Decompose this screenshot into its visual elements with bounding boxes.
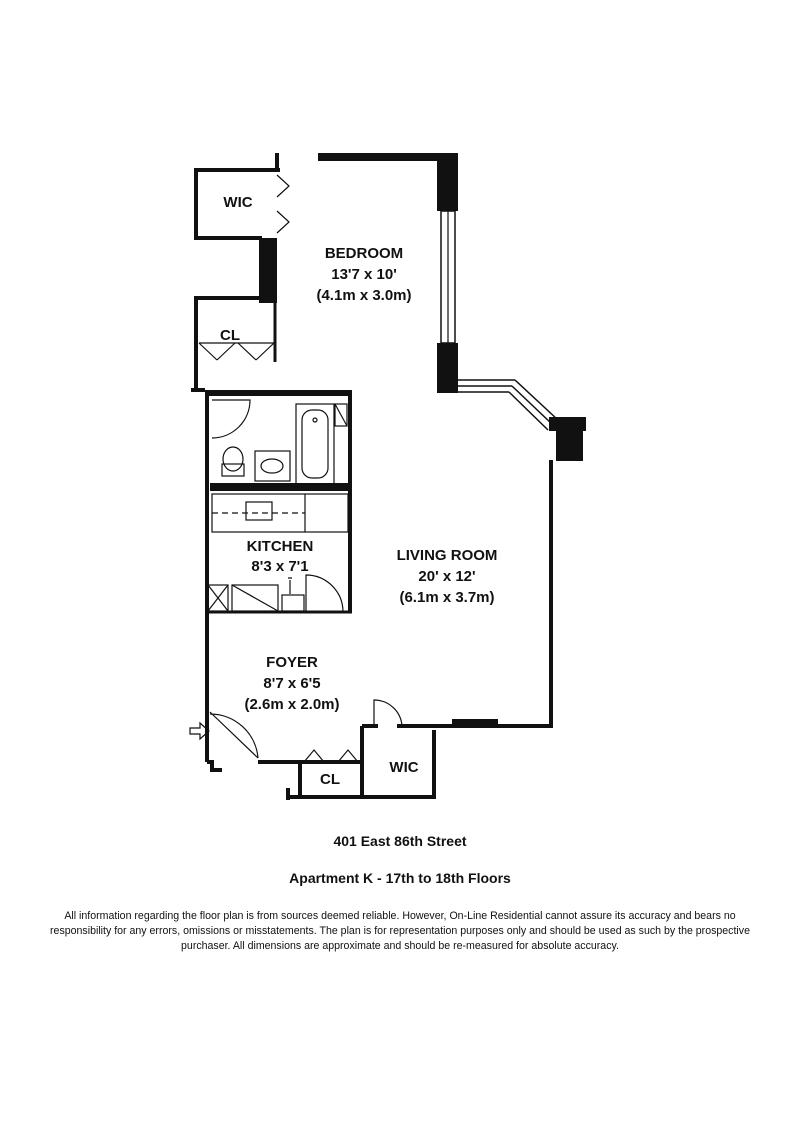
kitchen-name: KITCHEN <box>246 538 314 555</box>
living-room-dim-metric: (6.1m x 3.7m) <box>399 589 495 606</box>
living-room-name: LIVING ROOM <box>396 547 498 564</box>
bedroom-dim-imperial: 13'7 x 10' <box>331 266 397 283</box>
wic-top-label: WIC <box>223 194 253 211</box>
dishwasher-icon <box>232 585 278 611</box>
cl-bottom-label: CL <box>320 771 340 788</box>
toilet-icon <box>222 447 244 476</box>
wic-bottom-label: WIC <box>389 759 419 776</box>
bath-sink-icon <box>255 451 290 481</box>
bathtub-icon <box>296 404 334 484</box>
fridge-icon <box>282 578 304 611</box>
cl-top-label: CL <box>220 327 240 344</box>
kitchen-dim-imperial: 8'3 x 7'1 <box>251 558 309 575</box>
foyer-dim-imperial: 8'7 x 6'5 <box>263 675 321 692</box>
foyer-dim-metric: (2.6m x 2.0m) <box>244 696 340 713</box>
kitchen-counter-icon <box>212 494 348 532</box>
stove-icon <box>208 585 228 611</box>
disclaimer-text: All information regarding the floor plan is from sources deemed reliable. However, On-Line Residential cannot assure its accuracy and bears no responsibility for any errors, omissions or misstatements. The plan is for representation purposes only and should be used as such by the prospective purchaser. All dimensions are approximate and should be re-measured for absolute accuracy. <box>50 910 750 952</box>
foyer-name: FOYER <box>266 654 318 671</box>
address-caption: 401 East 86th Street <box>333 833 467 849</box>
fixtures <box>208 404 348 611</box>
bedroom-name: BEDROOM <box>324 245 404 262</box>
apartment-caption: Apartment K - 17th to 18th Floors <box>289 870 511 886</box>
bedroom-dim-metric: (4.1m x 3.0m) <box>316 287 412 304</box>
living-room-dim-imperial: 20' x 12' <box>418 568 476 585</box>
